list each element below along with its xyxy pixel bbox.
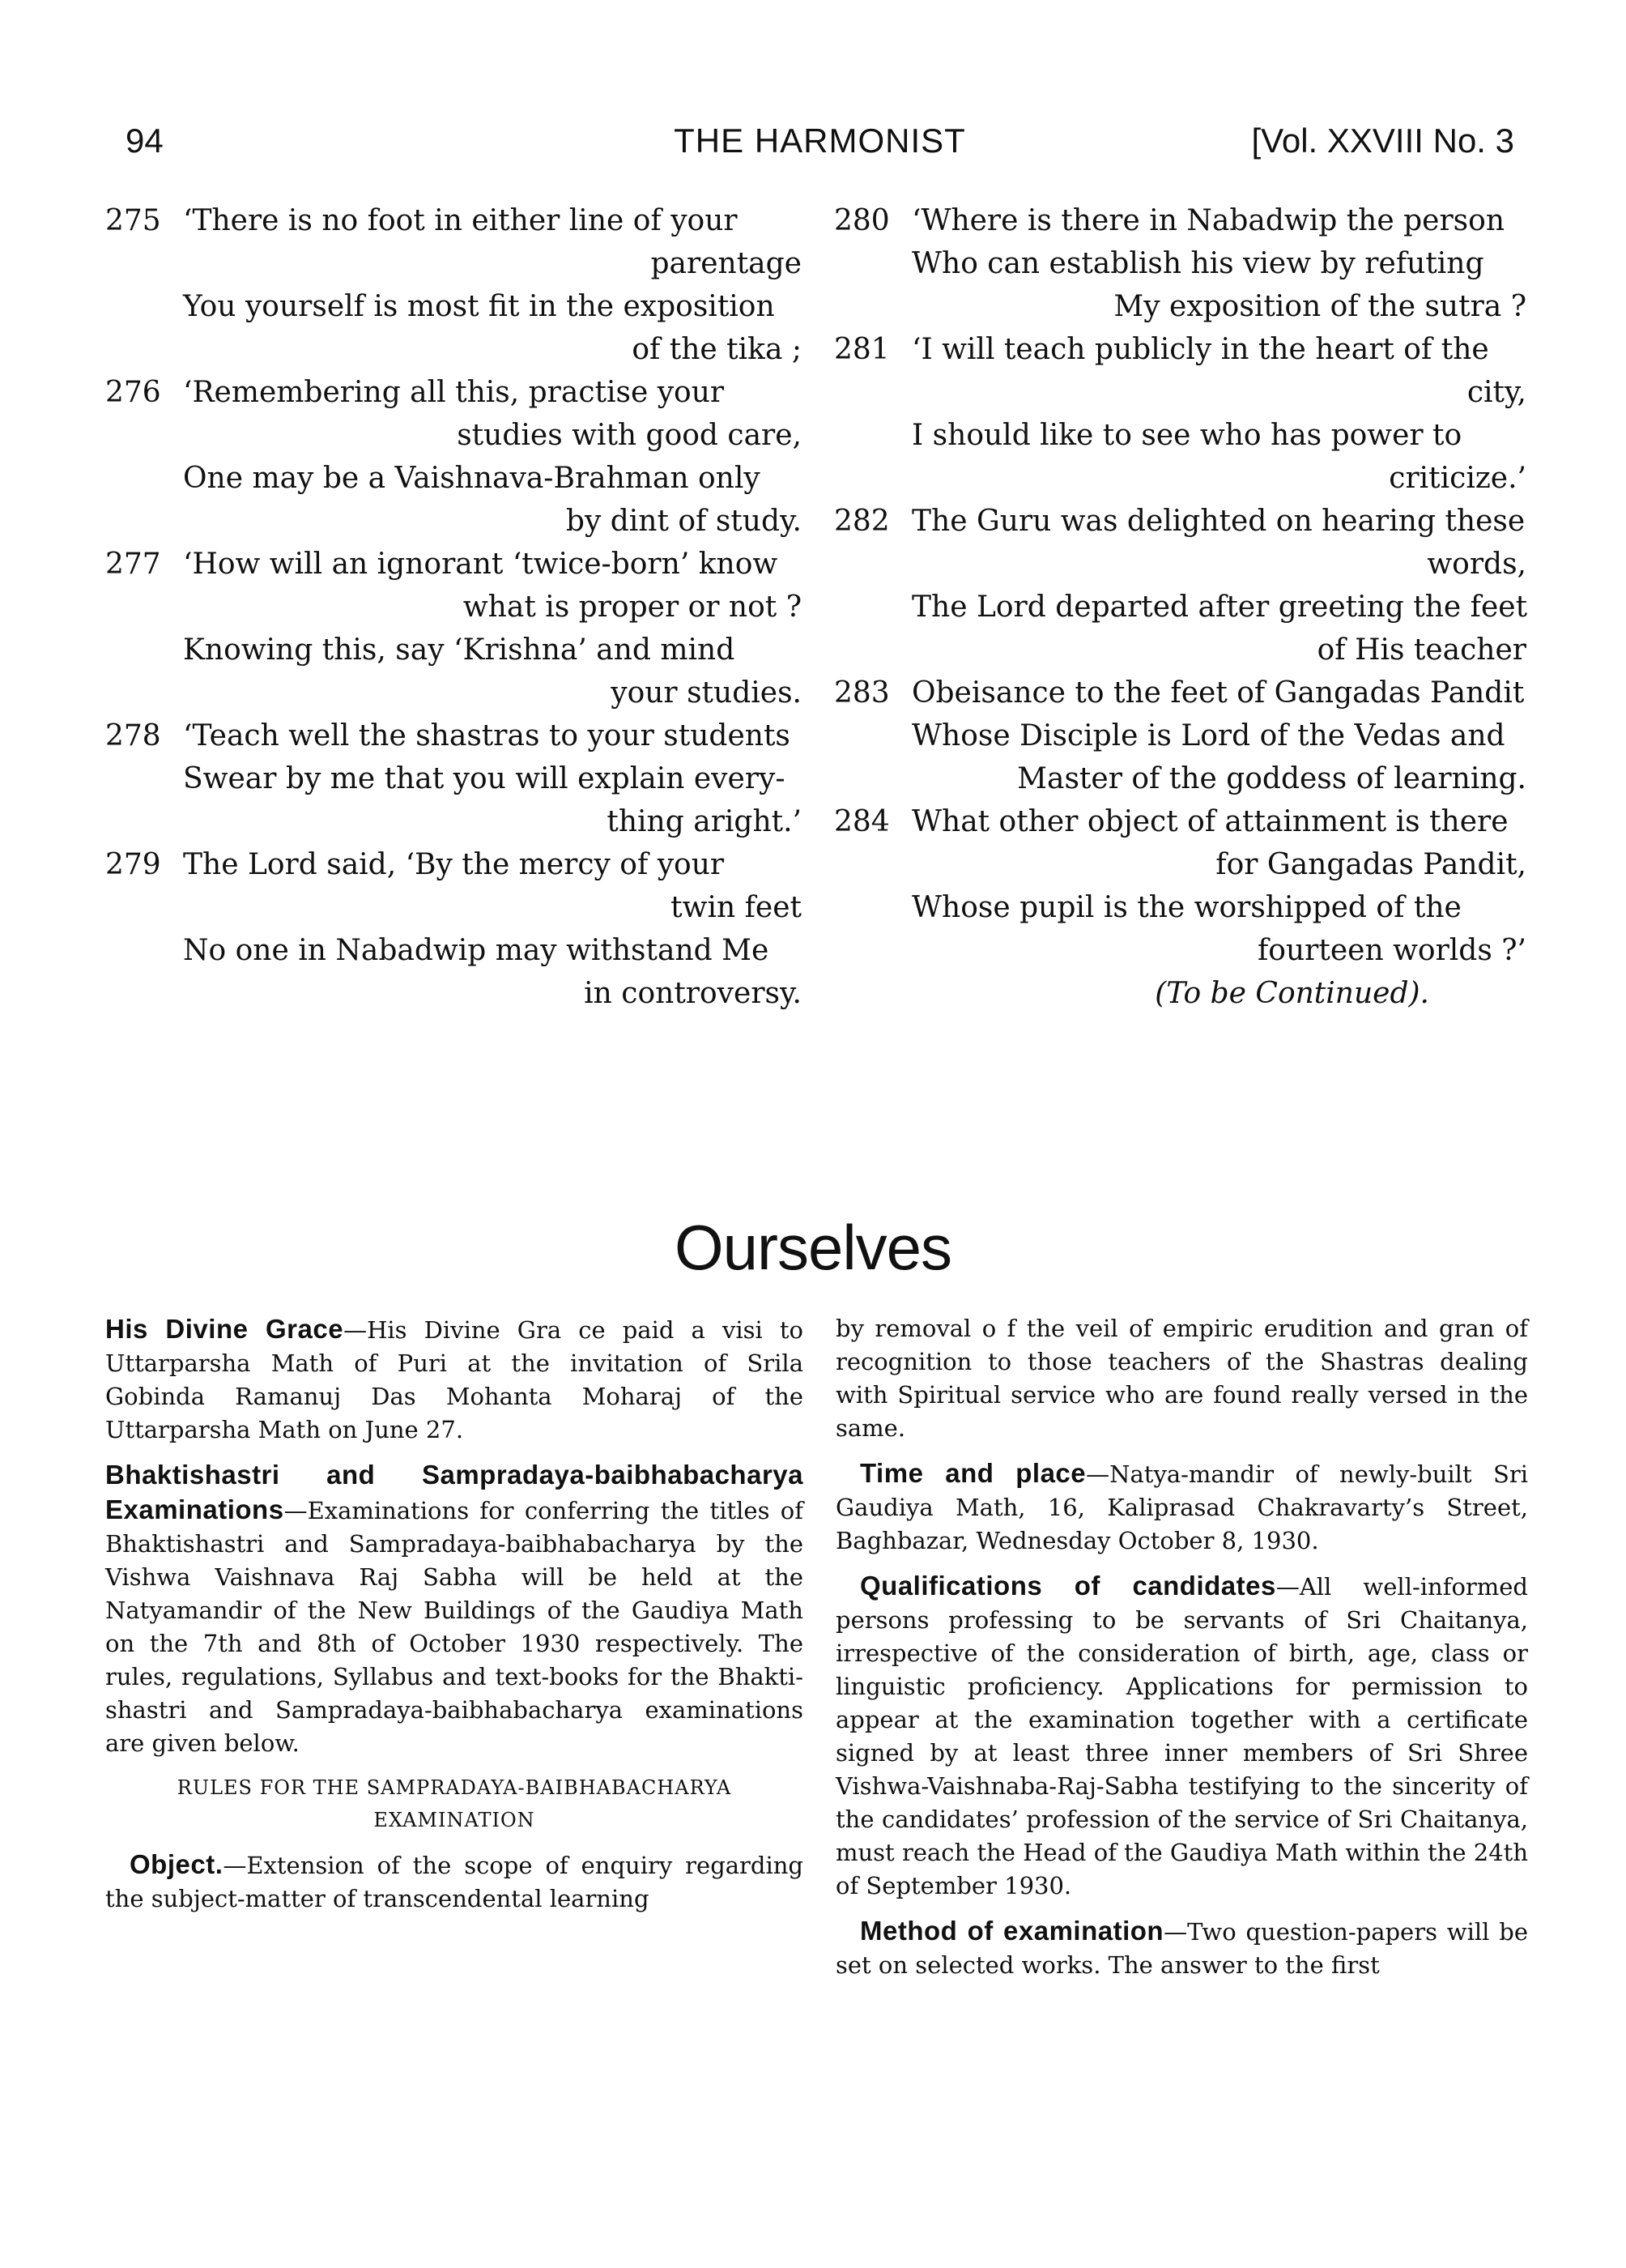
verse bbox=[105, 714, 802, 843]
verse-line: studies with good care, bbox=[457, 419, 802, 452]
verse-line: My exposition of the sutra ? bbox=[1113, 290, 1526, 323]
verse-number: 276 bbox=[105, 376, 161, 409]
verse-line: of His teacher bbox=[1317, 633, 1526, 667]
verse-number: 277 bbox=[105, 548, 161, 581]
verse-line: The Lord departed after greeting the feet bbox=[912, 590, 1528, 624]
paragraph-method bbox=[836, 1914, 1528, 1982]
verse bbox=[105, 371, 802, 543]
verse bbox=[834, 500, 1526, 671]
paragraph-divine-grace bbox=[105, 1312, 803, 1447]
paragraph-object bbox=[105, 1848, 803, 1916]
text-examinations: —Examinations for conferring the titles of Bhaktishastri and Sampradaya-baibhabacharya by the Vishwa Vaishnava Raj Sabha will be held at the Natyamandir of the New Buildings of the Gaudiya Math on the 7th and 8th of October 1930 respectively. The rules, regulations, Syllabus and text-books for the Bhakti-shastri and Sampradaya-baibhabacharya examinations are given below. bbox=[105, 1497, 803, 1757]
verse bbox=[105, 543, 802, 714]
verse-line: ‘Remembering all this, practise your bbox=[183, 376, 725, 409]
verse-line: The Lord said, ‘By the mercy of your bbox=[183, 848, 725, 881]
verse-line: parentage bbox=[650, 247, 802, 280]
heading-qualifications: Qualifications of candidates bbox=[860, 1571, 1276, 1601]
paragraph-examinations bbox=[105, 1458, 803, 1760]
text-continuation: by removal o f the veil of empiric erudition and gran of recognition to those teachers of the Shastras dealing with Spiritual service who are found really versed in the same. bbox=[836, 1315, 1528, 1442]
page-header bbox=[126, 122, 1514, 170]
verse-line: One may be a Vaishnava-Brahman only bbox=[183, 462, 760, 495]
text-object: —Extension of the scope of enquiry regarding the subject-matter of transcendental learning bbox=[105, 1852, 803, 1912]
text-qualifications: —All well-informed persons professing to be servants of Sri Chaitanya, irrespective of the consideration of birth, age, class or linguistic proficiency. Applications for permission to appear at the examination together with a certificate signed by at least three inner members of Sri Shree Vishwa-Vaishnaba-Raj-Sabha testifying to the sincerity of the candidates’ profession of the service of Sri Chaitanya, must reach the Head of the Gaudiya Math within the 24th of September 1930. bbox=[836, 1573, 1528, 1899]
volume-label: [Vol. XXVIII No. 3 bbox=[1251, 122, 1514, 160]
text-time-place: —Natya-mandir of newly-built Sri Gaudiya Math, 16, Kaliprasad Chakravarty’s Street, Baghbazar, Wednesday October 8, 1930. bbox=[836, 1460, 1528, 1554]
verse-line: what is proper or not ? bbox=[462, 590, 802, 624]
verse-line: ‘Where is there in Nabadwip the person bbox=[912, 204, 1505, 237]
text-divine-grace: —His Divine Gra ce paid a visi to Uttarparsha Math of Puri at the invitation of Srila Gobinda Ramanuj Das Mohanta Moharaj of the Uttarparsha Math on June 27. bbox=[105, 1316, 803, 1443]
verses-right-column bbox=[834, 199, 1526, 1015]
verse-line: Whose Disciple is Lord of the Vedas and bbox=[912, 719, 1505, 752]
verse-line: I should like to see who has power to bbox=[912, 419, 1462, 452]
verse-number: 280 bbox=[834, 204, 890, 237]
verse-line: criticize.’ bbox=[1389, 462, 1526, 495]
verse-line: You yourself is most fit in the exposition bbox=[183, 290, 775, 323]
verse-line: in controversy. bbox=[584, 977, 802, 1010]
verse-line: ‘Teach well the shastras to your students bbox=[183, 719, 790, 752]
heading-object: Object. bbox=[130, 1849, 223, 1879]
text-method: —Two question-papers will be set on selected works. The answer to the first bbox=[836, 1918, 1528, 1979]
to-be-continued-note: (To be Continued). bbox=[1155, 977, 1429, 1010]
verse-line: ‘How will an ignorant ‘twice-born’ know bbox=[183, 548, 778, 581]
verse-line: for Gangadas Pandit, bbox=[1215, 848, 1526, 881]
rules-heading bbox=[105, 1771, 803, 1836]
verse-line: What other object of attainment is there bbox=[912, 805, 1509, 838]
verses-left-column bbox=[105, 199, 802, 1015]
paragraph-time-place bbox=[836, 1456, 1528, 1558]
heading-divine-grace: His Divine Grace bbox=[105, 1314, 344, 1344]
journal-title: THE HARMONIST bbox=[674, 122, 966, 160]
verse bbox=[834, 671, 1526, 800]
verse bbox=[834, 800, 1526, 972]
verse bbox=[105, 843, 802, 1015]
heading-time-place: Time and place bbox=[860, 1458, 1087, 1488]
heading-examinations: Bhaktishastri and Sampradaya-baibhabacharya Examinations bbox=[105, 1460, 803, 1524]
verse-number: 284 bbox=[834, 805, 890, 838]
verse-number: 279 bbox=[105, 848, 161, 881]
verse-number: 278 bbox=[105, 719, 161, 752]
rules-heading-line1: RULES FOR THE SAMPRADAYA-BAIBHABACHARYA bbox=[177, 1776, 732, 1799]
verse-number: 281 bbox=[834, 333, 890, 366]
verse-number: 282 bbox=[834, 505, 890, 538]
page-number: 94 bbox=[126, 122, 164, 160]
heading-method: Method of examination bbox=[860, 1916, 1164, 1946]
verse-line: thing aright.’ bbox=[607, 805, 802, 838]
verse-line: of the tika ; bbox=[632, 333, 802, 366]
section-title: Ourselves bbox=[674, 1212, 952, 1283]
verse-line: Knowing this, say ‘Krishna’ and mind bbox=[183, 633, 735, 667]
verse bbox=[834, 328, 1526, 500]
verse-number: 283 bbox=[834, 676, 890, 710]
verse-line: twin feet bbox=[670, 891, 802, 924]
verse bbox=[105, 199, 802, 371]
article-left-column bbox=[105, 1312, 803, 1927]
continued-note-wrap bbox=[834, 972, 1526, 1015]
article-right-column bbox=[836, 1312, 1528, 1993]
paragraph-continuation bbox=[836, 1312, 1528, 1445]
verse bbox=[834, 199, 1526, 328]
verse-line: Who can establish his view by refuting bbox=[912, 247, 1484, 280]
verse-line: by dint of study. bbox=[565, 505, 802, 538]
verse-line: ‘There is no foot in either line of your bbox=[183, 204, 738, 237]
verse-line: Swear by me that you will explain every- bbox=[183, 762, 785, 795]
verse-line: fourteen worlds ?’ bbox=[1257, 934, 1526, 967]
verse-line: Obeisance to the feet of Gangadas Pandit bbox=[912, 676, 1525, 710]
verse-line: Whose pupil is the worshipped of the bbox=[912, 891, 1462, 924]
verse-line: The Guru was delighted on hearing these bbox=[912, 505, 1526, 538]
verse-line: your studies. bbox=[611, 676, 802, 710]
paragraph-qualifications bbox=[836, 1569, 1528, 1903]
rules-heading-line2: EXAMINATION bbox=[373, 1809, 535, 1831]
verse-number: 275 bbox=[105, 204, 161, 237]
verse-line: Master of the goddess of learning. bbox=[1017, 762, 1526, 795]
verse-line: ‘I will teach publicly in the heart of the bbox=[912, 333, 1489, 366]
verse-line: words, bbox=[1427, 548, 1526, 581]
verse-line: city, bbox=[1466, 376, 1526, 409]
verse-line: No one in Nabadwip may withstand Me bbox=[183, 934, 769, 967]
